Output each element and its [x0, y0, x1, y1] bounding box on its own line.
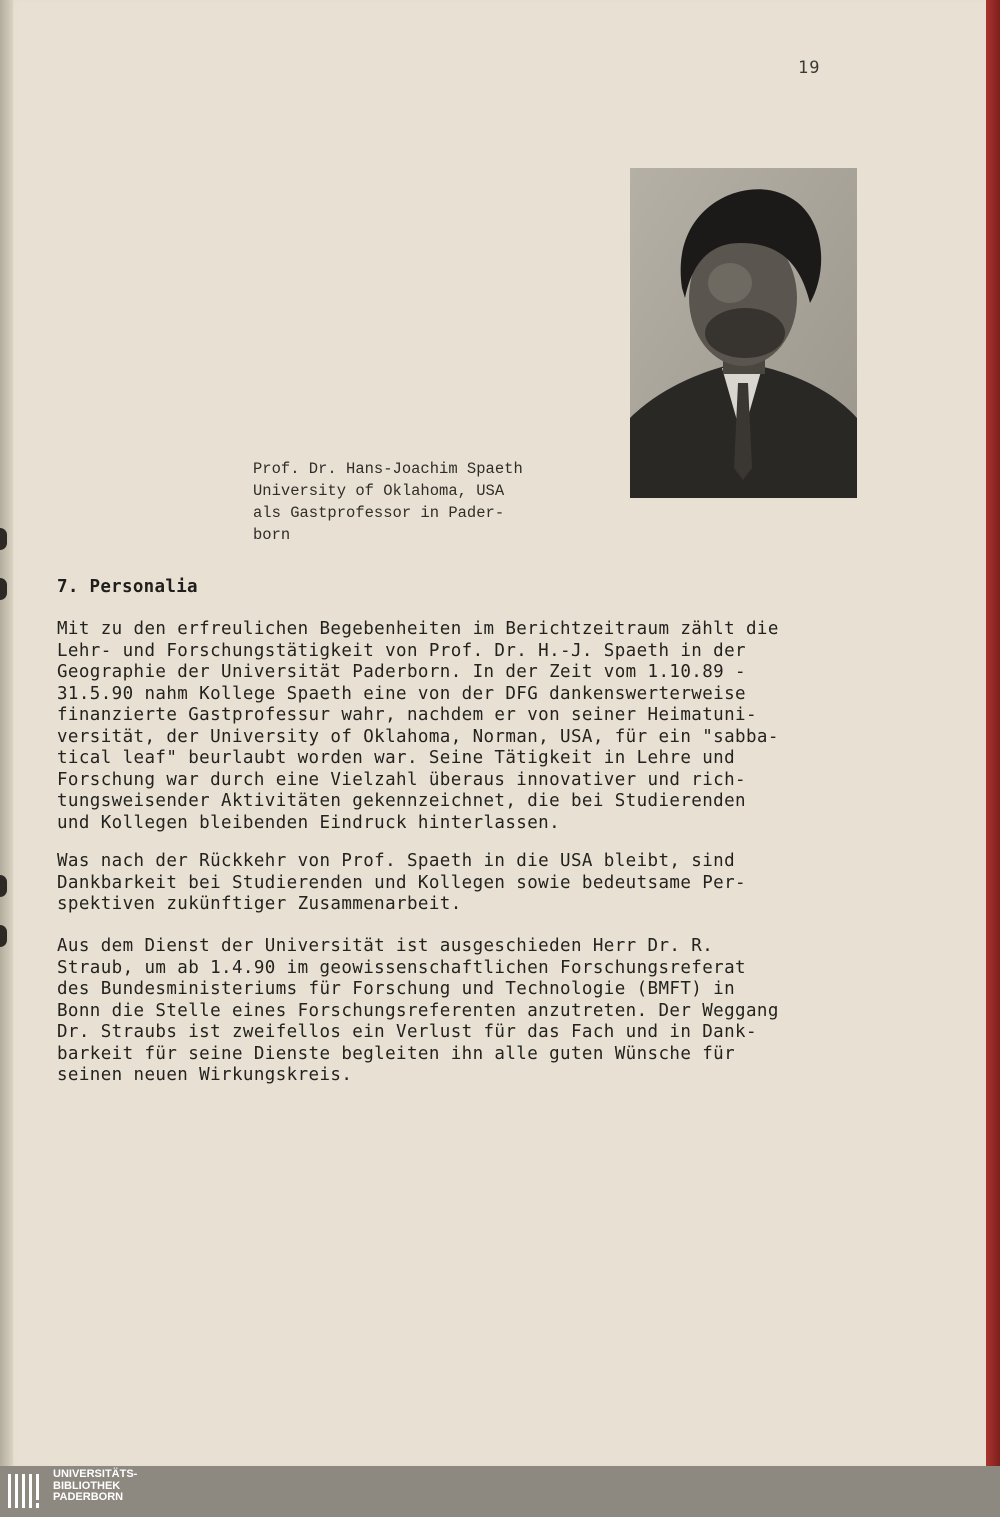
paragraph-spaeth: [57, 619, 779, 834]
text-line: Mit zu den erfreulichen Begebenheiten im Berichtzeitraum zählt die: [57, 619, 779, 639]
text-line: und Kollegen bleibenden Eindruck hinterlassen.: [57, 812, 561, 833]
section-heading: 7. Personalia: [57, 577, 198, 597]
text-line: finanzierte Gastprofessur wahr, nachdem er von seiner Heimatuni-: [57, 705, 757, 725]
text-line: Forschung war durch eine Vielzahl überaus innovativer und rich-: [57, 769, 746, 790]
caption-line: born: [253, 526, 291, 544]
caption-line: als Gastprofessor in Pader-: [253, 504, 505, 522]
text-line: Bonn die Stelle eines Forschungsreferenten anzutreten. Der Weggang: [57, 1000, 779, 1021]
punch-hole: [0, 528, 7, 550]
text-line: Geographie der Universität Paderborn. In der Zeit vom 1.10.89 -: [57, 662, 746, 682]
text-line: Aus dem Dienst der Universität ist ausgeschieden Herr Dr. R.: [57, 936, 714, 956]
logo-line: BIBLIOTHEK: [53, 1479, 121, 1492]
portrait-image: [630, 168, 857, 498]
text-line: barkeit für seine Dienste begleiten ihn alle guten Wünsche für: [57, 1043, 736, 1064]
library-logo-text: [53, 1469, 137, 1504]
paragraph-return: [57, 851, 746, 916]
punch-hole: [0, 925, 7, 947]
caption-line: Prof. Dr. Hans-Joachim Spaeth: [253, 460, 523, 478]
text-line: versität, der University of Oklahoma, Norman, USA, für ein "sabba-: [57, 726, 779, 747]
library-logo-icon: [6, 1472, 46, 1512]
portrait-photo: [630, 168, 857, 498]
text-line: tical leaf" beurlaubt worden war. Seine Tätigkeit in Lehre und: [57, 748, 736, 768]
logo-line: UNIVERSITÄTS-: [53, 1468, 138, 1480]
text-line: tungsweisender Aktivitäten gekennzeichnet, die bei Studierenden: [57, 791, 746, 811]
photo-caption: [253, 458, 593, 546]
text-line: Was nach der Rückkehr von Prof. Spaeth in die USA bleibt, sind: [57, 851, 736, 871]
text-line: Dankbarkeit bei Studierenden und Kollegen sowie bedeutsame Per-: [57, 872, 746, 893]
paragraph-straub: [57, 936, 779, 1087]
text-line: Lehr- und Forschungstätigkeit von Prof. Dr. H.-J. Spaeth in der: [57, 640, 746, 661]
text-line: des Bundesministeriums für Forschung und Technologie (BMFT) in: [57, 979, 736, 999]
text-line: Dr. Straubs ist zweifellos ein Verlust für das Fach und in Dank-: [57, 1022, 757, 1042]
punch-hole: [0, 875, 7, 897]
text-line: spektiven zukünftiger Zusammenarbeit.: [57, 894, 462, 914]
caption-line: University of Oklahoma, USA: [253, 482, 505, 500]
binding-spine: [0, 0, 13, 1466]
logo-line: PADERBORN: [53, 1491, 124, 1503]
library-footer: [0, 1466, 1000, 1517]
punch-hole: [0, 578, 7, 600]
binding-edge: [986, 0, 1000, 1466]
text-line: 31.5.90 nahm Kollege Spaeth eine von der DFG dankenswerterweise: [57, 683, 746, 704]
text-line: Straub, um ab 1.4.90 im geowissenschaftlichen Forschungsreferat: [57, 957, 746, 978]
text-line: seinen neuen Wirkungskreis.: [57, 1065, 353, 1085]
page-number: 19: [798, 58, 821, 78]
